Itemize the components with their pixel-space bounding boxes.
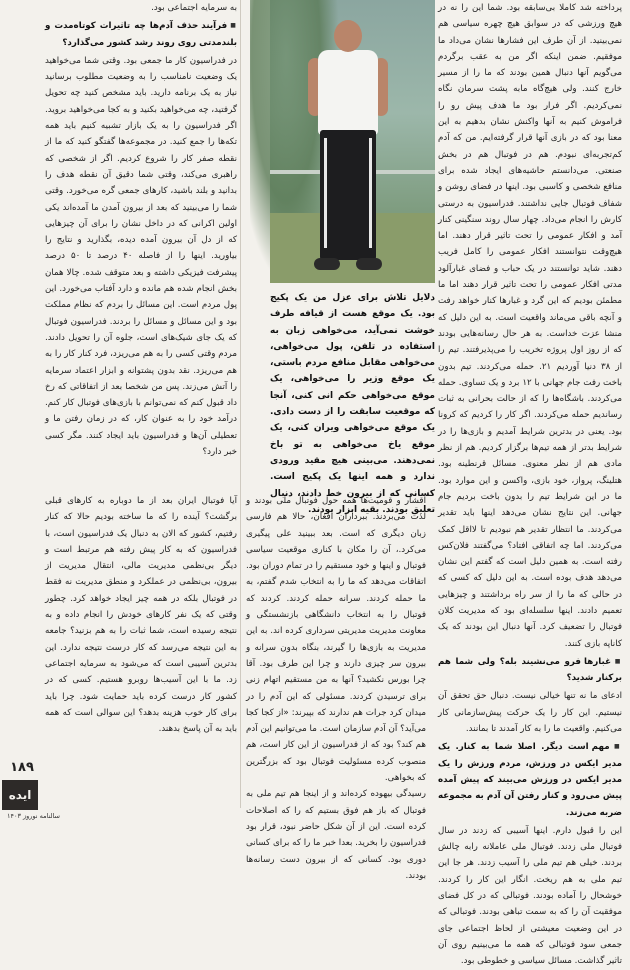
- paragraph: آیا فوتبال ایران بعد از ما دوباره به کارهای قبلی برگشت؟ آینده را که ما ساخته بودیم حالا که کنار رفتیم، کشور که الان به دنبال یک فدراسیون است، با فدراسیون که به کار پیش رفته هم مرتبط است و دیگر بی‌نظمی مدیریت مالی، انتقال مدیریت از بیرون، بی‌نظمی در عملکرد و منطق مدیریت نه فقط در فوتبال بلکه در همه چیز ایجاد خواهد کرد. چطور وقتی که یک نفر کارهای خودش را انجام داده و به نتیجه رسیده است، شما ثبات را به هم بزنید؟ جامعه به این نتیجه می‌رسد که کار درست نتیجه ندارد. این بدترین آسیبی است که می‌شود به سرمایه اجتماعی زد. ما با این آسیب‌ها روبرو هستیم. کسی که در کشور کار درست کرده باید حمایت شود. چرا باید برای کار خوب هزینه بدهد؟ این سوالی است که همه باید به آن پاسخ بدهند.: [45, 496, 237, 735]
- paragraph: در فدراسیون کار ما جمعی بود. وقتی شما می‌خواهید یک وضعیت نامناسب را به وضعیت مطلوب برسانید نیاز به یک برنامه دارید. باید مشخص کنید چه تحویل گرفتید، چه می‌خواهید بکنید و به کجا می‌خواهید بروید. اگر فدراسیون را به یک بازار تشبیه کنیم باید همه تکه‌ها را جمع کنید. در مجموعه‌ها گفتگو کنید که ما از نقطه صفر کار را شروع کردیم. اگر از شخصی که راهبری می‌کند، وقتی شما دقیق آن نقطه هدف را بدانید و بلند باشید، کارهای جمعی گره می‌خورد. وقتی شما را می‌بینید که بعد از بیرون آمدن ما آمده‌اند یکی اولین اکرانی که در داخل نشان را برای آن چیزهایی که از دل آن بیرون آمده دیده، بگذارید و نتایج را بیاورید. اینها را از فاصله ۴۰ درصد تا ۵۰ درصد پیشرفت فیزیکی داشته و بعد متوقف شده. چالا همان بخش انجام شده هم مانده و دارد آفتاب می‌خورد. این پول مردم است. این مسائل را بردم که نظام مملکت بود و این مسائل و مسائل را بردند. فدراسیون فوتبال که یک جای شیک‌های است، جلوه آن را تحویل دادند. مردم وقتی کسی را به هم می‌ریزد، فرد کنار کار را به هم می‌ریزد. نقد بدون پشتوانه و ابزار اعتماد سرمایه را آتش می‌زند. پس من شخصا بعد از اتفاقاتی که رخ داد قبول کنم که نمی‌توانم با بازی‌های فوتبال کار کنم. درآمد خود را به عنوان کار، که در زمان رفتن ما و تعطیلی آن‌ها و فدراسیون باید ایجاد کنند. مگر کسی خبر دارد؟: [45, 55, 237, 458]
- paragraph: این را قبول دارم. اینها آسیبی که زدند در سال فوتبال ملی زدند. فوتبال ملی عاملانه رابه چالش بردند. خیلی هم تیم ملی را آسیب زدند. هر جا این تیم ملی به هم ریخت. انگار این کار را کردند. خوشحال را آماده بودند. فوتبالی که در کل فضای موفقیت آن را که به سمت تباهی بودند. فوتبالی که در این وضعیت معیشتی از لحاظ اجتماعی جای جمعی سود فوتبالی که همه ما می‌بینیم روی آن تاثیر گذاشت. مسائل سیاسی و خطوطی بود.: [438, 825, 622, 967]
- paragraph: ادعای ما نه تنها خیالی نیست. دنبال حق تحقق آن نیستیم. این کار را یک حرکت پیش‌سازمانی کار می‌کنیم. واقعیت ما را به کار آمدند تا بمانند.: [438, 691, 622, 735]
- paragraph: اقشار و قومیت‌ها همه حول فوتبال ملی بودند و لذت می‌بردند. ببرداران افغان، حالا هم فارسی زبان دیگری که است. بعد ببینید علی پیگیری می‌کرد.، آن را مکان با کناری موقعیت سیاسی فوتبال و اینها و خود مستقیم را در تمام دوران بود. اتفاقات می‌دهد که ما را به انتخاب شدم گفتم، به ما حمله کردند. سرانه حمله کردند. کردند که فوتبال را به انتخاب دانشگاهی بازنشستگی و معاونت مدیریت مدیریتی سرداری کرده اند. به این مدیریت به بازی‌ها را گیرند، بنگاه بدون سرانه و بیرون سر چیزی دارند و چرا این طرف بود. آقا چرا بورس نکشید؟ آنها به من مستقیم اتهام زنی برای ترسیدن کردند. مسئولی که این آدم را در میدان کرد جرات هم ندارند که بپیرند: «از کجا کجا می‌آید؟ آن آدم سازمان است. ما می‌توانیم این آدم هم کند؟ بود که از فدراسیون از این کار است، هم منصوب کرده مسئولیت فوتبال بود که بزرگترین که بخواهی.: [246, 496, 426, 784]
- right-column: [438, 0, 623, 967]
- interview-question: ■ فرآیند حذف آدم‌ها چه تاثیرات کوتاه‌مدت و بلندمدتی روی روند رشد کشور می‌گذارد؟: [45, 18, 237, 51]
- column-divider: [240, 0, 241, 808]
- paragraph: پرداخته شد کاملا بی‌سابقه بود. شما این را نه در هیچ ورزشی که در سوابق هیچ چهره سیاسی هم نمی‌بینید. از آن طرف این فشارها نشان می‌داد ما موفقیم. ضمن اینکه اگر من به عقب برگردم می‌گویم آنها دنبال همین بودند که ما را از مسیر خارج کنند. ولی هیچ‌گاه مابه پشت سرمان نگاه نمی‌کردیم. اگر فرار بود ما هدف پیش رو را فراموش کنیم به آنها واکنش نشان بدهیم به این معنا بود که در بازی آنها قرار گرفته‌ایم. من که آدم کم‌تجربه‌ای نبودم. هم در فوتبال هم در بخش صنعتی. می‌دانستم حاشیه‌های ایجاد شده برای منافع شخصی و کاسبی بود. اینها در فضای روشن و شفاف فوتبال جایی نداشتند. فدراسیون به درستی کارش را انجام می‌داد. چهار سال روند سنگینی کنار آمد و افکار عمومی را تحت تاثیر قرار دهند. اما هیچ‌وقت نتوانستند افکار عمومی را کامل فریب دهند. شاید توانستند در یک حباب و فضای غبارآلود مدتی افکار عمومی را تحت تاثیر قرار دهند اما ما مطمئن بودیم که این گرد و غبارها کنار خواهد رفت و آنچه باقی می‌ماند واقعیت است. به این دلیل که منشا عزت خداست. به هر حال رسانه‌هایی بودند که از روز اول پروژه تخریب را می‌پذیرفتند. تیم را از ۳۸ دنیا آوردیم ۲۱. حمله می‌کردند. تیم بدون باخت رفت جام جهانی با ۱۲ برد و یک تساوی. حمله می‌کردند. باشگاه‌ها را که از حالت بحرانی به ثبات رساندیم حمله می‌کردند. اگر کار را کردیم که کرونا بود. یعنی در بدترین شرایط آمدیم و بازی‌ها را در شرایط بدتر از همه تیم‌ها برگزار کردیم. هم از نظر مادی هم از نظر معنوی. مسائل قرنطینه بود. هتلینگ، پرواز، خود بازی، واکسن و این موارد بود. ما در این شرایط تیم را بدون باخت بردیم جام جهانی. این نتایج نشان می‌دهد اینها باید تقدیر می‌کردند. ما انتظار تقدیر هم نبودیم تا لااقل کمک می‌کردند. اما چه اتفاقی افتاد؟ می‌گفتند فلان‌کس رفته است. به همین دلیل است که گفتم این نشان می‌دهد هدف بوده است. به این دلیل که کسی که در حالی که ما را از سر راه برداشتند و چیزهایی تعمیم دادند. اینها سلسله‌ای بود که مدیریت کلان فوتبال را تضعیف کرد. آنها دنبال این بودند که یک کاناپه بازی کنند.: [438, 3, 623, 649]
- coach-photo: [270, 0, 435, 283]
- interview-question: ■ غبارها فرو می‌نشیند بله؟ ولی شما هم برکنار شدید؟: [438, 654, 622, 687]
- pull-quote: دلایل تلاش برای عزل من یک پکیج بود. یک موقع هست از قیافه طرف خوشت نمی‌آید، می‌خواهی زبان به استفاده در تلفن، پول می‌خواهی، می‌خواهی مقابل منافع مردم باستی، یک موقع وزیر را می‌خواهی، یک موقع می‌خواهی حکم انی کنی، آنجا که موقعیت سابقت را از دست دادی. یک موقع می‌خواهی ویران کنی، یک موقع یاخ می‌خواهی به تو باخ نمی‌دهند. می‌بینی هیچ مقید ورودی ندارد و همه اینها یک پکیج است. کسانی که از بیرون خط دادند، دنبال تعلیق بودند. بقیه ابزار بودند.: [270, 293, 435, 515]
- middle-column: [246, 493, 426, 881]
- left-bottom-column: [45, 493, 237, 811]
- magazine-logo: ایده: [2, 780, 38, 810]
- paragraph: رسیدگی بیهوده کرده‌اند و از اینجا هم تیم ملی به فوتبال که باز هم فوق بستیم که را که اصلاحات کرده است. این از آن شکل حاضر نبود، قرار بود فدراسیون را بخرید. بعدا خبر ما را که برای کسانی دوری بود. کسانی که از بیرون دست رسانه‌ها بودند.: [246, 789, 426, 881]
- interview-question: ■ مهم است دیگر. اصلا شما به کنار. یک مدیر ایکس در ورزش، مردم ورزش را یک مدیر ایکس در ورزش می‌بیند که پیش آمده پیش می‌رود و کنار رفتن آن آدم به مجموعه ضربه می‌زند.: [438, 739, 622, 820]
- paragraph: به سرمایه اجتماعی بود.: [151, 3, 237, 13]
- page-number: ۱۸۹: [10, 760, 34, 775]
- standing-man-figure: [308, 18, 388, 283]
- left-column: [45, 0, 237, 460]
- issue-label: سالنامه نوروز ۱۴۰۳: [6, 812, 60, 820]
